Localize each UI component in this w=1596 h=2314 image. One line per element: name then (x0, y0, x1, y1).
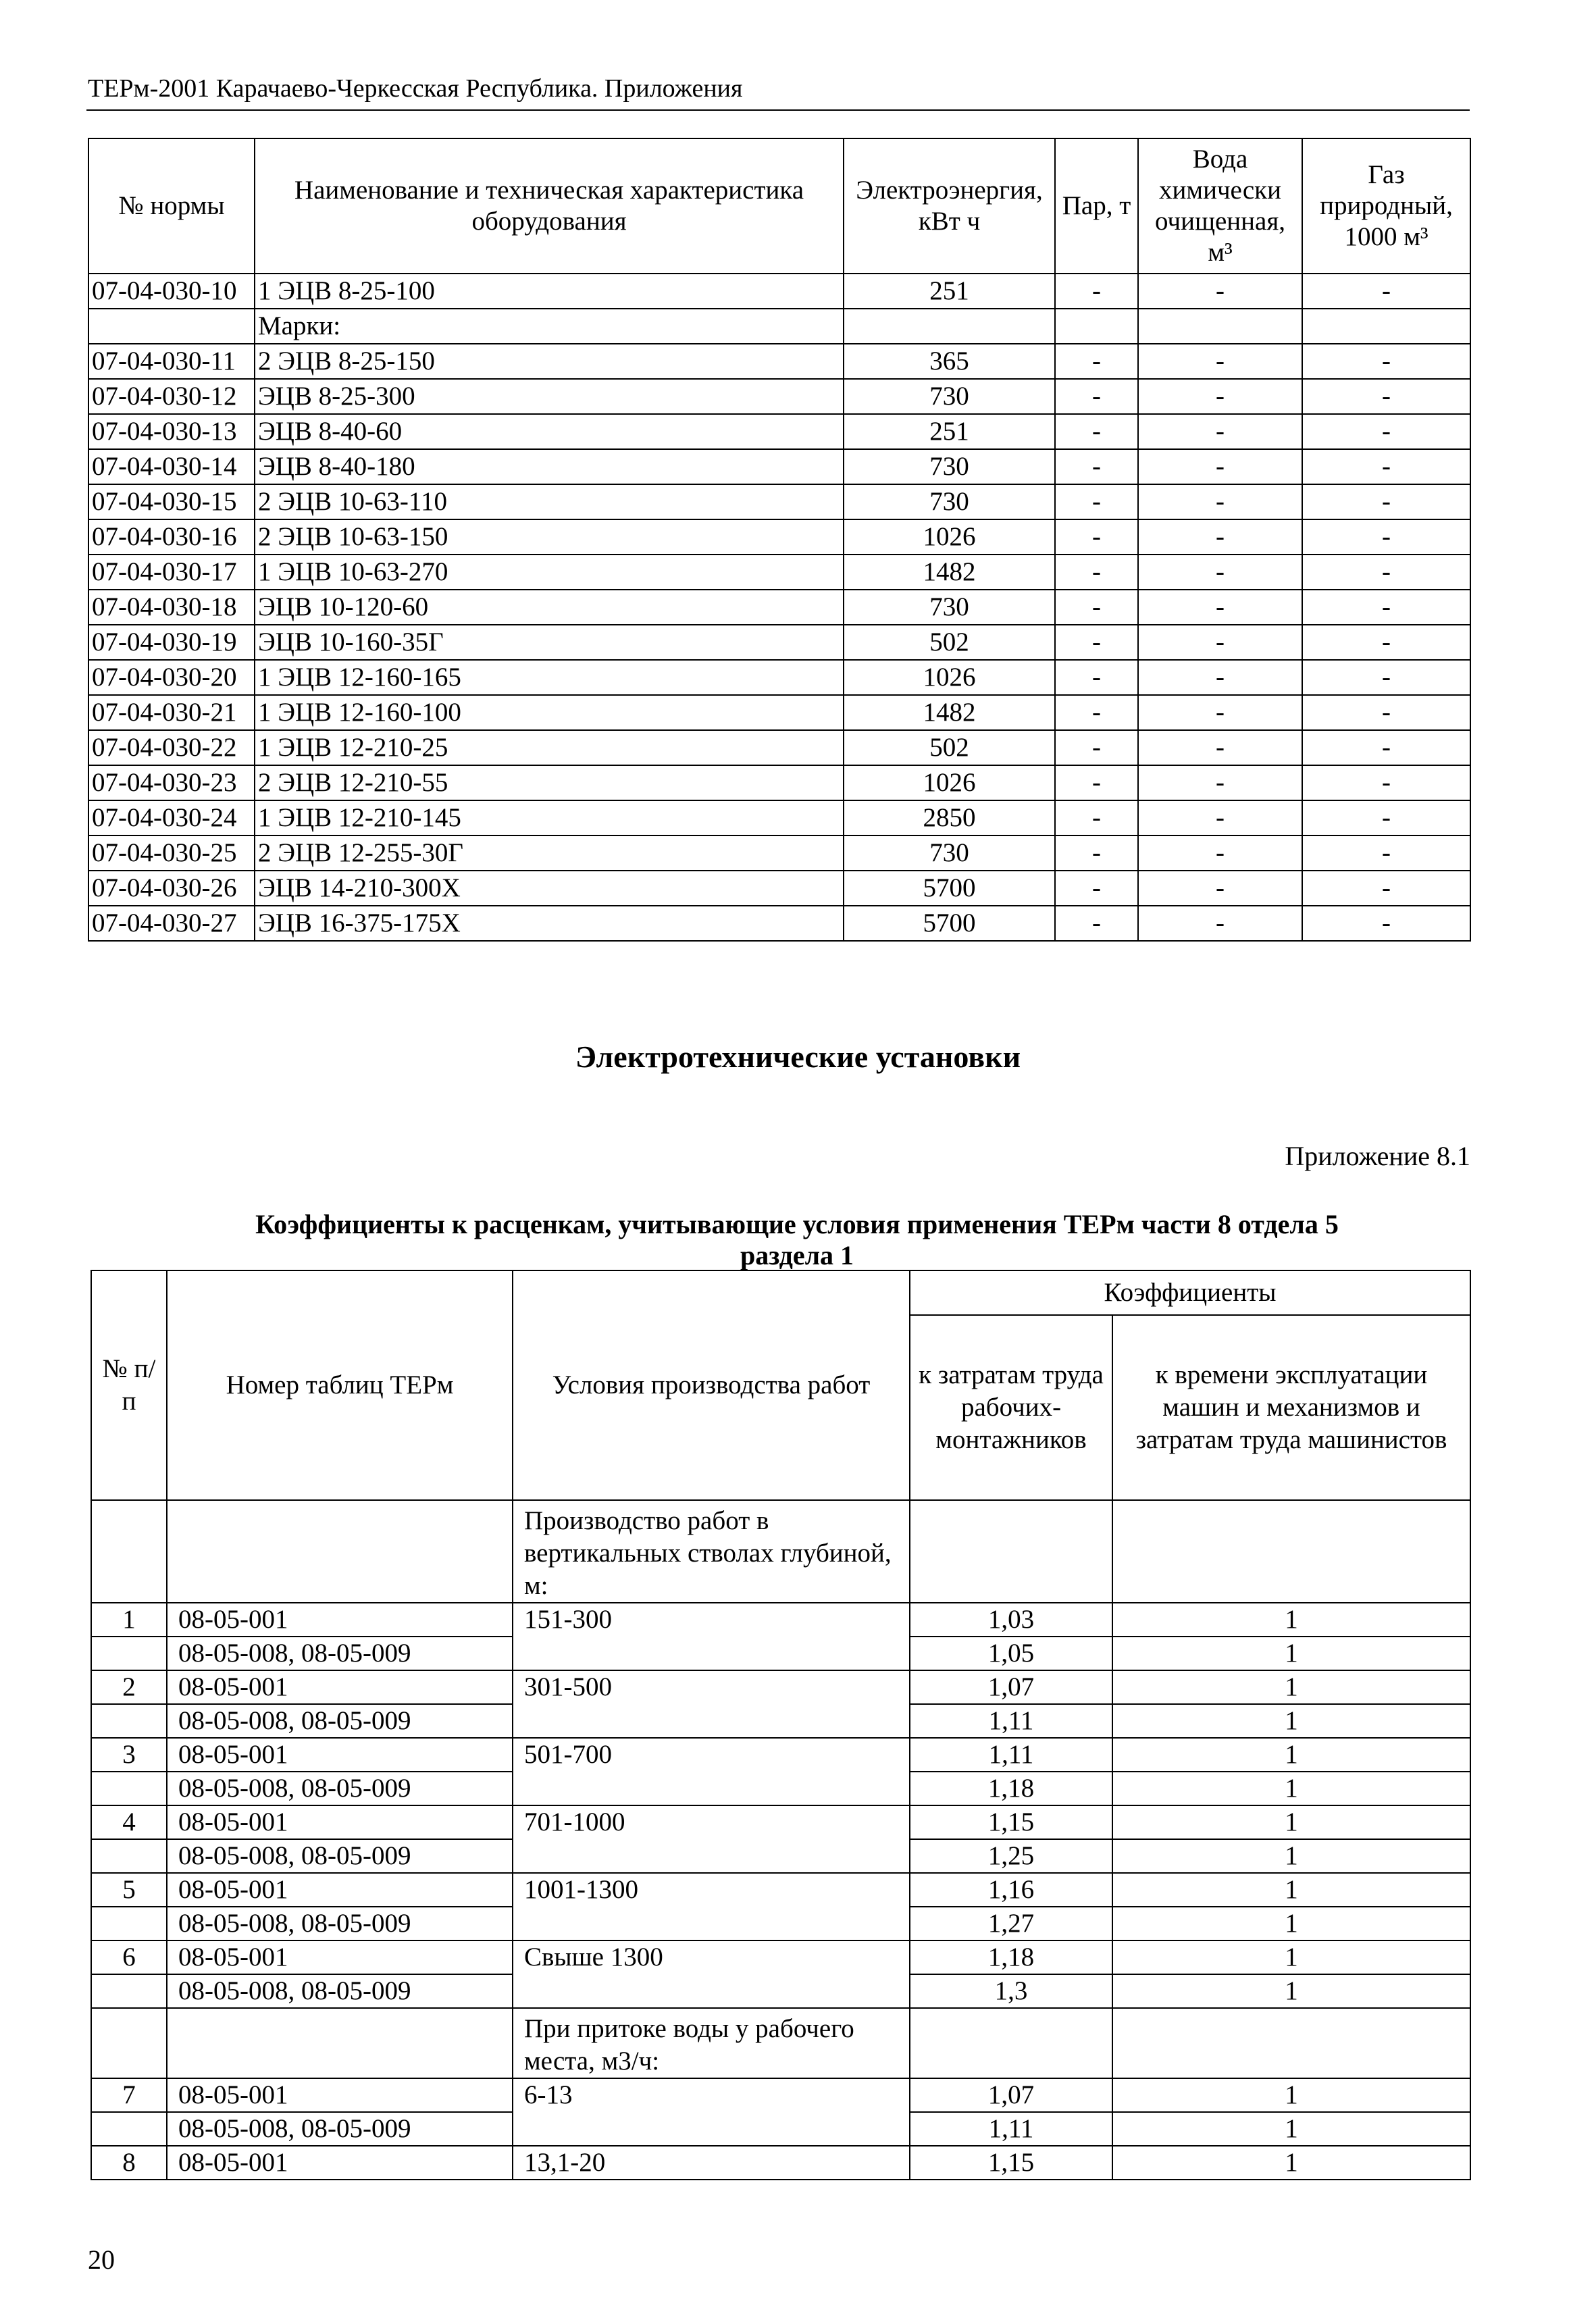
condition-cell: 13,1-20 (513, 2146, 910, 2180)
row-number-cell: 3 (91, 1738, 167, 1772)
steam-cell: - (1055, 344, 1138, 379)
empty-cell (91, 1500, 167, 1603)
norm-code-cell: 07-04-030-21 (88, 695, 255, 730)
water-cell: - (1138, 730, 1302, 765)
water-cell: - (1138, 484, 1302, 519)
row-number-cell (91, 1772, 167, 1805)
table-numbers-cell: 08-05-008, 08-05-009 (167, 1772, 513, 1805)
col-header-steam: Пар, т (1055, 138, 1138, 274)
norm-code-cell: 07-04-030-24 (88, 800, 255, 835)
table-numbers-cell: 08-05-008, 08-05-009 (167, 2112, 513, 2146)
labor-coefficient-cell: 1,25 (910, 1839, 1112, 1873)
water-cell: - (1138, 344, 1302, 379)
gas-cell: - (1302, 660, 1470, 695)
water-cell: - (1138, 449, 1302, 484)
page-number: 20 (88, 2244, 115, 2275)
labor-coefficient-cell: 1,07 (910, 2078, 1112, 2112)
equipment-name-cell: 2 ЭЦВ 12-210-55 (255, 765, 844, 800)
table-row (91, 2146, 1470, 2180)
table-numbers-cell: 08-05-001 (167, 1738, 513, 1772)
row-number-cell: 1 (91, 1603, 167, 1637)
equipment-name-cell: ЭЦВ 8-40-180 (255, 449, 844, 484)
appendix-label: Приложение 8.1 (1285, 1141, 1470, 1171)
col-header-labor: к затратам труда рабочих-монтажников (910, 1315, 1112, 1500)
table-numbers-cell: 08-05-001 (167, 1805, 513, 1839)
steam-cell: - (1055, 835, 1138, 871)
gas-cell: - (1302, 484, 1470, 519)
table-row (88, 274, 1470, 309)
equipment-name-cell: 2 ЭЦВ 10-63-110 (255, 484, 844, 519)
conditions-caption-cell: При притоке воды у рабочего места, м3/ч: (513, 2008, 910, 2078)
table-numbers-cell: 08-05-008, 08-05-009 (167, 1907, 513, 1940)
col-header-name: Наименование и техническая характеристика оборудования (255, 138, 844, 274)
table-row (88, 765, 1470, 800)
condition-cell: 301-500 (513, 1670, 910, 1704)
power-cell: 365 (844, 344, 1055, 379)
water-cell: - (1138, 555, 1302, 590)
steam-cell: - (1055, 414, 1138, 449)
table-row (88, 660, 1470, 695)
equipment-name-cell: 1 ЭЦВ 8-25-100 (255, 274, 844, 309)
table-row (91, 1974, 1470, 2008)
table-row (88, 730, 1470, 765)
labor-coefficient-cell: 1,3 (910, 1974, 1112, 2008)
gas-cell: - (1302, 449, 1470, 484)
section-title: Электротехнические установки (575, 1039, 1021, 1074)
labor-coefficient-cell: 1,18 (910, 1940, 1112, 1974)
norm-code-cell: 07-04-030-13 (88, 414, 255, 449)
steam-cell: - (1055, 379, 1138, 414)
machines-coefficient-cell: 1 (1112, 1704, 1470, 1738)
machines-coefficient-cell: 1 (1112, 1670, 1470, 1704)
machines-coefficient-cell: 1 (1112, 1839, 1470, 1873)
table-row (88, 871, 1470, 906)
table-row (91, 1637, 1470, 1670)
table-row (91, 1704, 1470, 1738)
machines-coefficient-cell: 1 (1112, 1873, 1470, 1907)
empty-cell (167, 2008, 513, 2078)
power-cell: 1482 (844, 695, 1055, 730)
energy-norms-table (88, 138, 1471, 942)
gas-cell: - (1302, 379, 1470, 414)
water-cell: - (1138, 660, 1302, 695)
table-row (88, 519, 1470, 555)
power-cell: 1026 (844, 519, 1055, 555)
norm-code-cell: 07-04-030-12 (88, 379, 255, 414)
water-cell: - (1138, 871, 1302, 906)
table-numbers-cell: 08-05-001 (167, 1940, 513, 1974)
machines-coefficient-cell: 1 (1112, 1603, 1470, 1637)
norm-code-cell: 07-04-030-27 (88, 906, 255, 941)
water-cell: - (1138, 519, 1302, 555)
labor-coefficient-cell: 1,05 (910, 1637, 1112, 1670)
condition-cell: 1001-1300 (513, 1873, 910, 1907)
col-header-gas: Газ природный, 1000 м³ (1302, 138, 1470, 274)
equipment-name-cell: ЭЦВ 10-160-35Г (255, 625, 844, 660)
col-header-num: № п/п (91, 1270, 167, 1500)
table-row (91, 2112, 1470, 2146)
table-numbers-cell: 08-05-008, 08-05-009 (167, 1974, 513, 2008)
col-header-water: Вода химически очищенная, м³ (1138, 138, 1302, 274)
caption-row (91, 1500, 1470, 1603)
row-number-cell: 7 (91, 2078, 167, 2112)
machines-coefficient-cell: 1 (1112, 1738, 1470, 1772)
empty-cell (91, 2008, 167, 2078)
row-number-cell: 4 (91, 1805, 167, 1839)
gas-cell: - (1302, 519, 1470, 555)
equipment-name-cell: 1 ЭЦВ 10-63-270 (255, 555, 844, 590)
steam-cell: - (1055, 730, 1138, 765)
row-number-cell (91, 1637, 167, 1670)
norm-code-cell (88, 309, 255, 344)
table-row (88, 344, 1470, 379)
water-cell: - (1138, 590, 1302, 625)
conditions-caption-cell: Производство работ в вертикальных стволах глубиной, м: (513, 1500, 910, 1603)
labor-coefficient-cell: 1,16 (910, 1873, 1112, 1907)
table-title-line1: Коэффициенты к расценкам, учитывающие условия применения ТЕРм части 8 отдела 5 (255, 1209, 1339, 1239)
labor-coefficient-cell: 1,18 (910, 1772, 1112, 1805)
table-row (88, 906, 1470, 941)
labor-coefficient-cell: 1,07 (910, 1670, 1112, 1704)
table-row (91, 1670, 1470, 1704)
steam-cell (1055, 309, 1138, 344)
coefficients-table (91, 1270, 1471, 2180)
norm-code-cell: 07-04-030-14 (88, 449, 255, 484)
row-number-cell: 5 (91, 1873, 167, 1907)
labor-coefficient-cell: 1,03 (910, 1603, 1112, 1637)
gas-cell: - (1302, 590, 1470, 625)
power-cell: 251 (844, 274, 1055, 309)
col-header-power: Электроэнергия, кВт ч (844, 138, 1055, 274)
power-cell: 730 (844, 590, 1055, 625)
equipment-name-cell: 2 ЭЦВ 10-63-150 (255, 519, 844, 555)
steam-cell: - (1055, 660, 1138, 695)
row-number-cell: 6 (91, 1940, 167, 1974)
table-row (91, 1940, 1470, 1974)
equipment-name-cell: 1 ЭЦВ 12-210-25 (255, 730, 844, 765)
gas-cell: - (1302, 765, 1470, 800)
table-row (88, 414, 1470, 449)
labor-coefficient-cell: 1,11 (910, 1704, 1112, 1738)
table-row (88, 590, 1470, 625)
condition-cell (513, 1704, 910, 1738)
table-numbers-cell: 08-05-001 (167, 1873, 513, 1907)
machines-coefficient-cell: 1 (1112, 1940, 1470, 1974)
water-cell: - (1138, 379, 1302, 414)
steam-cell: - (1055, 519, 1138, 555)
power-cell: 5700 (844, 871, 1055, 906)
power-cell: 1026 (844, 765, 1055, 800)
steam-cell: - (1055, 800, 1138, 835)
gas-cell (1302, 309, 1470, 344)
norm-code-cell: 07-04-030-17 (88, 555, 255, 590)
equipment-name-cell: ЭЦВ 8-40-60 (255, 414, 844, 449)
caption-row (91, 2008, 1470, 2078)
labor-coefficient-cell: 1,11 (910, 1738, 1112, 1772)
equipment-name-cell: 1 ЭЦВ 12-160-165 (255, 660, 844, 695)
table-numbers-cell: 08-05-008, 08-05-009 (167, 1704, 513, 1738)
equipment-name-cell: Марки: (255, 309, 844, 344)
gas-cell: - (1302, 695, 1470, 730)
row-number-cell (91, 2112, 167, 2146)
water-cell: - (1138, 414, 1302, 449)
row-number-cell (91, 1907, 167, 1940)
machines-coefficient-cell: 1 (1112, 1907, 1470, 1940)
table-row (88, 555, 1470, 590)
table-numbers-cell: 08-05-001 (167, 2146, 513, 2180)
table-numbers-cell: 08-05-001 (167, 1670, 513, 1704)
machines-coefficient-cell: 1 (1112, 1974, 1470, 2008)
condition-cell: Свыше 1300 (513, 1940, 910, 1974)
row-number-cell (91, 1974, 167, 2008)
gas-cell: - (1302, 906, 1470, 941)
condition-cell: 701-1000 (513, 1805, 910, 1839)
norm-code-cell: 07-04-030-22 (88, 730, 255, 765)
table-row (91, 2078, 1470, 2112)
table-row (91, 1805, 1470, 1839)
gas-cell: - (1302, 625, 1470, 660)
condition-cell (513, 1637, 910, 1670)
norm-code-cell: 07-04-030-10 (88, 274, 255, 309)
water-cell: - (1138, 625, 1302, 660)
gas-cell: - (1302, 730, 1470, 765)
labor-coefficient-cell: 1,15 (910, 2146, 1112, 2180)
equipment-name-cell: 2 ЭЦВ 8-25-150 (255, 344, 844, 379)
gas-cell: - (1302, 835, 1470, 871)
steam-cell: - (1055, 555, 1138, 590)
water-cell: - (1138, 765, 1302, 800)
steam-cell: - (1055, 449, 1138, 484)
machines-coefficient-cell: 1 (1112, 2112, 1470, 2146)
power-cell: 730 (844, 484, 1055, 519)
table-row (91, 1772, 1470, 1805)
table-row (91, 1603, 1470, 1637)
col-header-conditions: Условия производства работ (513, 1270, 910, 1500)
steam-cell: - (1055, 906, 1138, 941)
empty-cell (910, 1500, 1112, 1603)
row-number-cell: 8 (91, 2146, 167, 2180)
water-cell: - (1138, 274, 1302, 309)
col-header-code: № нормы (88, 138, 255, 274)
water-cell: - (1138, 695, 1302, 730)
gas-cell: - (1302, 414, 1470, 449)
table-numbers-cell: 08-05-001 (167, 1603, 513, 1637)
table-title (101, 1209, 1493, 1271)
power-cell: 5700 (844, 906, 1055, 941)
labor-coefficient-cell: 1,27 (910, 1907, 1112, 1940)
row-number-cell (91, 1704, 167, 1738)
water-cell: - (1138, 800, 1302, 835)
norm-code-cell: 07-04-030-23 (88, 765, 255, 800)
power-cell: 1026 (844, 660, 1055, 695)
machines-coefficient-cell: 1 (1112, 1772, 1470, 1805)
condition-cell: 501-700 (513, 1738, 910, 1772)
header-rule (86, 109, 1470, 111)
empty-cell (910, 2008, 1112, 2078)
col-header-machines: к времени эксплуатации машин и механизмов и затратам труда машинистов (1112, 1315, 1470, 1500)
equipment-name-cell: ЭЦВ 8-25-300 (255, 379, 844, 414)
equipment-name-cell: ЭЦВ 16-375-175Х (255, 906, 844, 941)
steam-cell: - (1055, 590, 1138, 625)
table-row (88, 800, 1470, 835)
norm-code-cell: 07-04-030-26 (88, 871, 255, 906)
equipment-name-cell: 2 ЭЦВ 12-255-30Г (255, 835, 844, 871)
table-header-row (91, 1270, 1470, 1315)
machines-coefficient-cell: 1 (1112, 2146, 1470, 2180)
power-cell: 730 (844, 835, 1055, 871)
machines-coefficient-cell: 1 (1112, 1637, 1470, 1670)
power-cell: 2850 (844, 800, 1055, 835)
empty-cell (1112, 1500, 1470, 1603)
steam-cell: - (1055, 484, 1138, 519)
norm-code-cell: 07-04-030-18 (88, 590, 255, 625)
gas-cell: - (1302, 871, 1470, 906)
gas-cell: - (1302, 274, 1470, 309)
power-cell (844, 309, 1055, 344)
table-row (88, 625, 1470, 660)
water-cell: - (1138, 835, 1302, 871)
condition-cell (513, 1839, 910, 1873)
norm-code-cell: 07-04-030-19 (88, 625, 255, 660)
table-row (88, 449, 1470, 484)
steam-cell: - (1055, 871, 1138, 906)
row-number-cell (91, 1839, 167, 1873)
table-row (91, 1873, 1470, 1907)
steam-cell: - (1055, 695, 1138, 730)
page-header: ТЕРм-2001 Карачаево-Черкесская Республика. Приложения (88, 74, 743, 103)
water-cell: - (1138, 906, 1302, 941)
row-number-cell: 2 (91, 1670, 167, 1704)
gas-cell: - (1302, 800, 1470, 835)
condition-cell: 151-300 (513, 1603, 910, 1637)
norm-code-cell: 07-04-030-15 (88, 484, 255, 519)
condition-cell (513, 1772, 910, 1805)
condition-cell (513, 2112, 910, 2146)
empty-cell (1112, 2008, 1470, 2078)
col-header-coefficients: Коэффициенты (910, 1270, 1470, 1315)
table-numbers-cell: 08-05-008, 08-05-009 (167, 1839, 513, 1873)
power-cell: 1482 (844, 555, 1055, 590)
table-row (88, 309, 1470, 344)
steam-cell: - (1055, 274, 1138, 309)
steam-cell: - (1055, 625, 1138, 660)
table-row (88, 379, 1470, 414)
table-row (88, 484, 1470, 519)
equipment-name-cell: 1 ЭЦВ 12-210-145 (255, 800, 844, 835)
table-numbers-cell: 08-05-001 (167, 2078, 513, 2112)
machines-coefficient-cell: 1 (1112, 2078, 1470, 2112)
table-row (91, 1839, 1470, 1873)
labor-coefficient-cell: 1,15 (910, 1805, 1112, 1839)
table-header-row (88, 138, 1470, 274)
table-numbers-cell: 08-05-008, 08-05-009 (167, 1637, 513, 1670)
steam-cell: - (1055, 765, 1138, 800)
equipment-name-cell: ЭЦВ 14-210-300Х (255, 871, 844, 906)
table-row (91, 1738, 1470, 1772)
empty-cell (167, 1500, 513, 1603)
norm-code-cell: 07-04-030-11 (88, 344, 255, 379)
labor-coefficient-cell: 1,11 (910, 2112, 1112, 2146)
machines-coefficient-cell: 1 (1112, 1805, 1470, 1839)
condition-cell: 6-13 (513, 2078, 910, 2112)
norm-code-cell: 07-04-030-25 (88, 835, 255, 871)
power-cell: 730 (844, 449, 1055, 484)
condition-cell (513, 1907, 910, 1940)
equipment-name-cell: 1 ЭЦВ 12-160-100 (255, 695, 844, 730)
col-header-tables: Номер таблиц ТЕРм (167, 1270, 513, 1500)
norm-code-cell: 07-04-030-16 (88, 519, 255, 555)
power-cell: 730 (844, 379, 1055, 414)
water-cell (1138, 309, 1302, 344)
table-title-line2: раздела 1 (740, 1240, 854, 1270)
condition-cell (513, 1974, 910, 2008)
gas-cell: - (1302, 555, 1470, 590)
table-row (91, 1907, 1470, 1940)
power-cell: 502 (844, 730, 1055, 765)
power-cell: 502 (844, 625, 1055, 660)
table-row (88, 835, 1470, 871)
power-cell: 251 (844, 414, 1055, 449)
equipment-name-cell: ЭЦВ 10-120-60 (255, 590, 844, 625)
norm-code-cell: 07-04-030-20 (88, 660, 255, 695)
table-row (88, 695, 1470, 730)
gas-cell: - (1302, 344, 1470, 379)
